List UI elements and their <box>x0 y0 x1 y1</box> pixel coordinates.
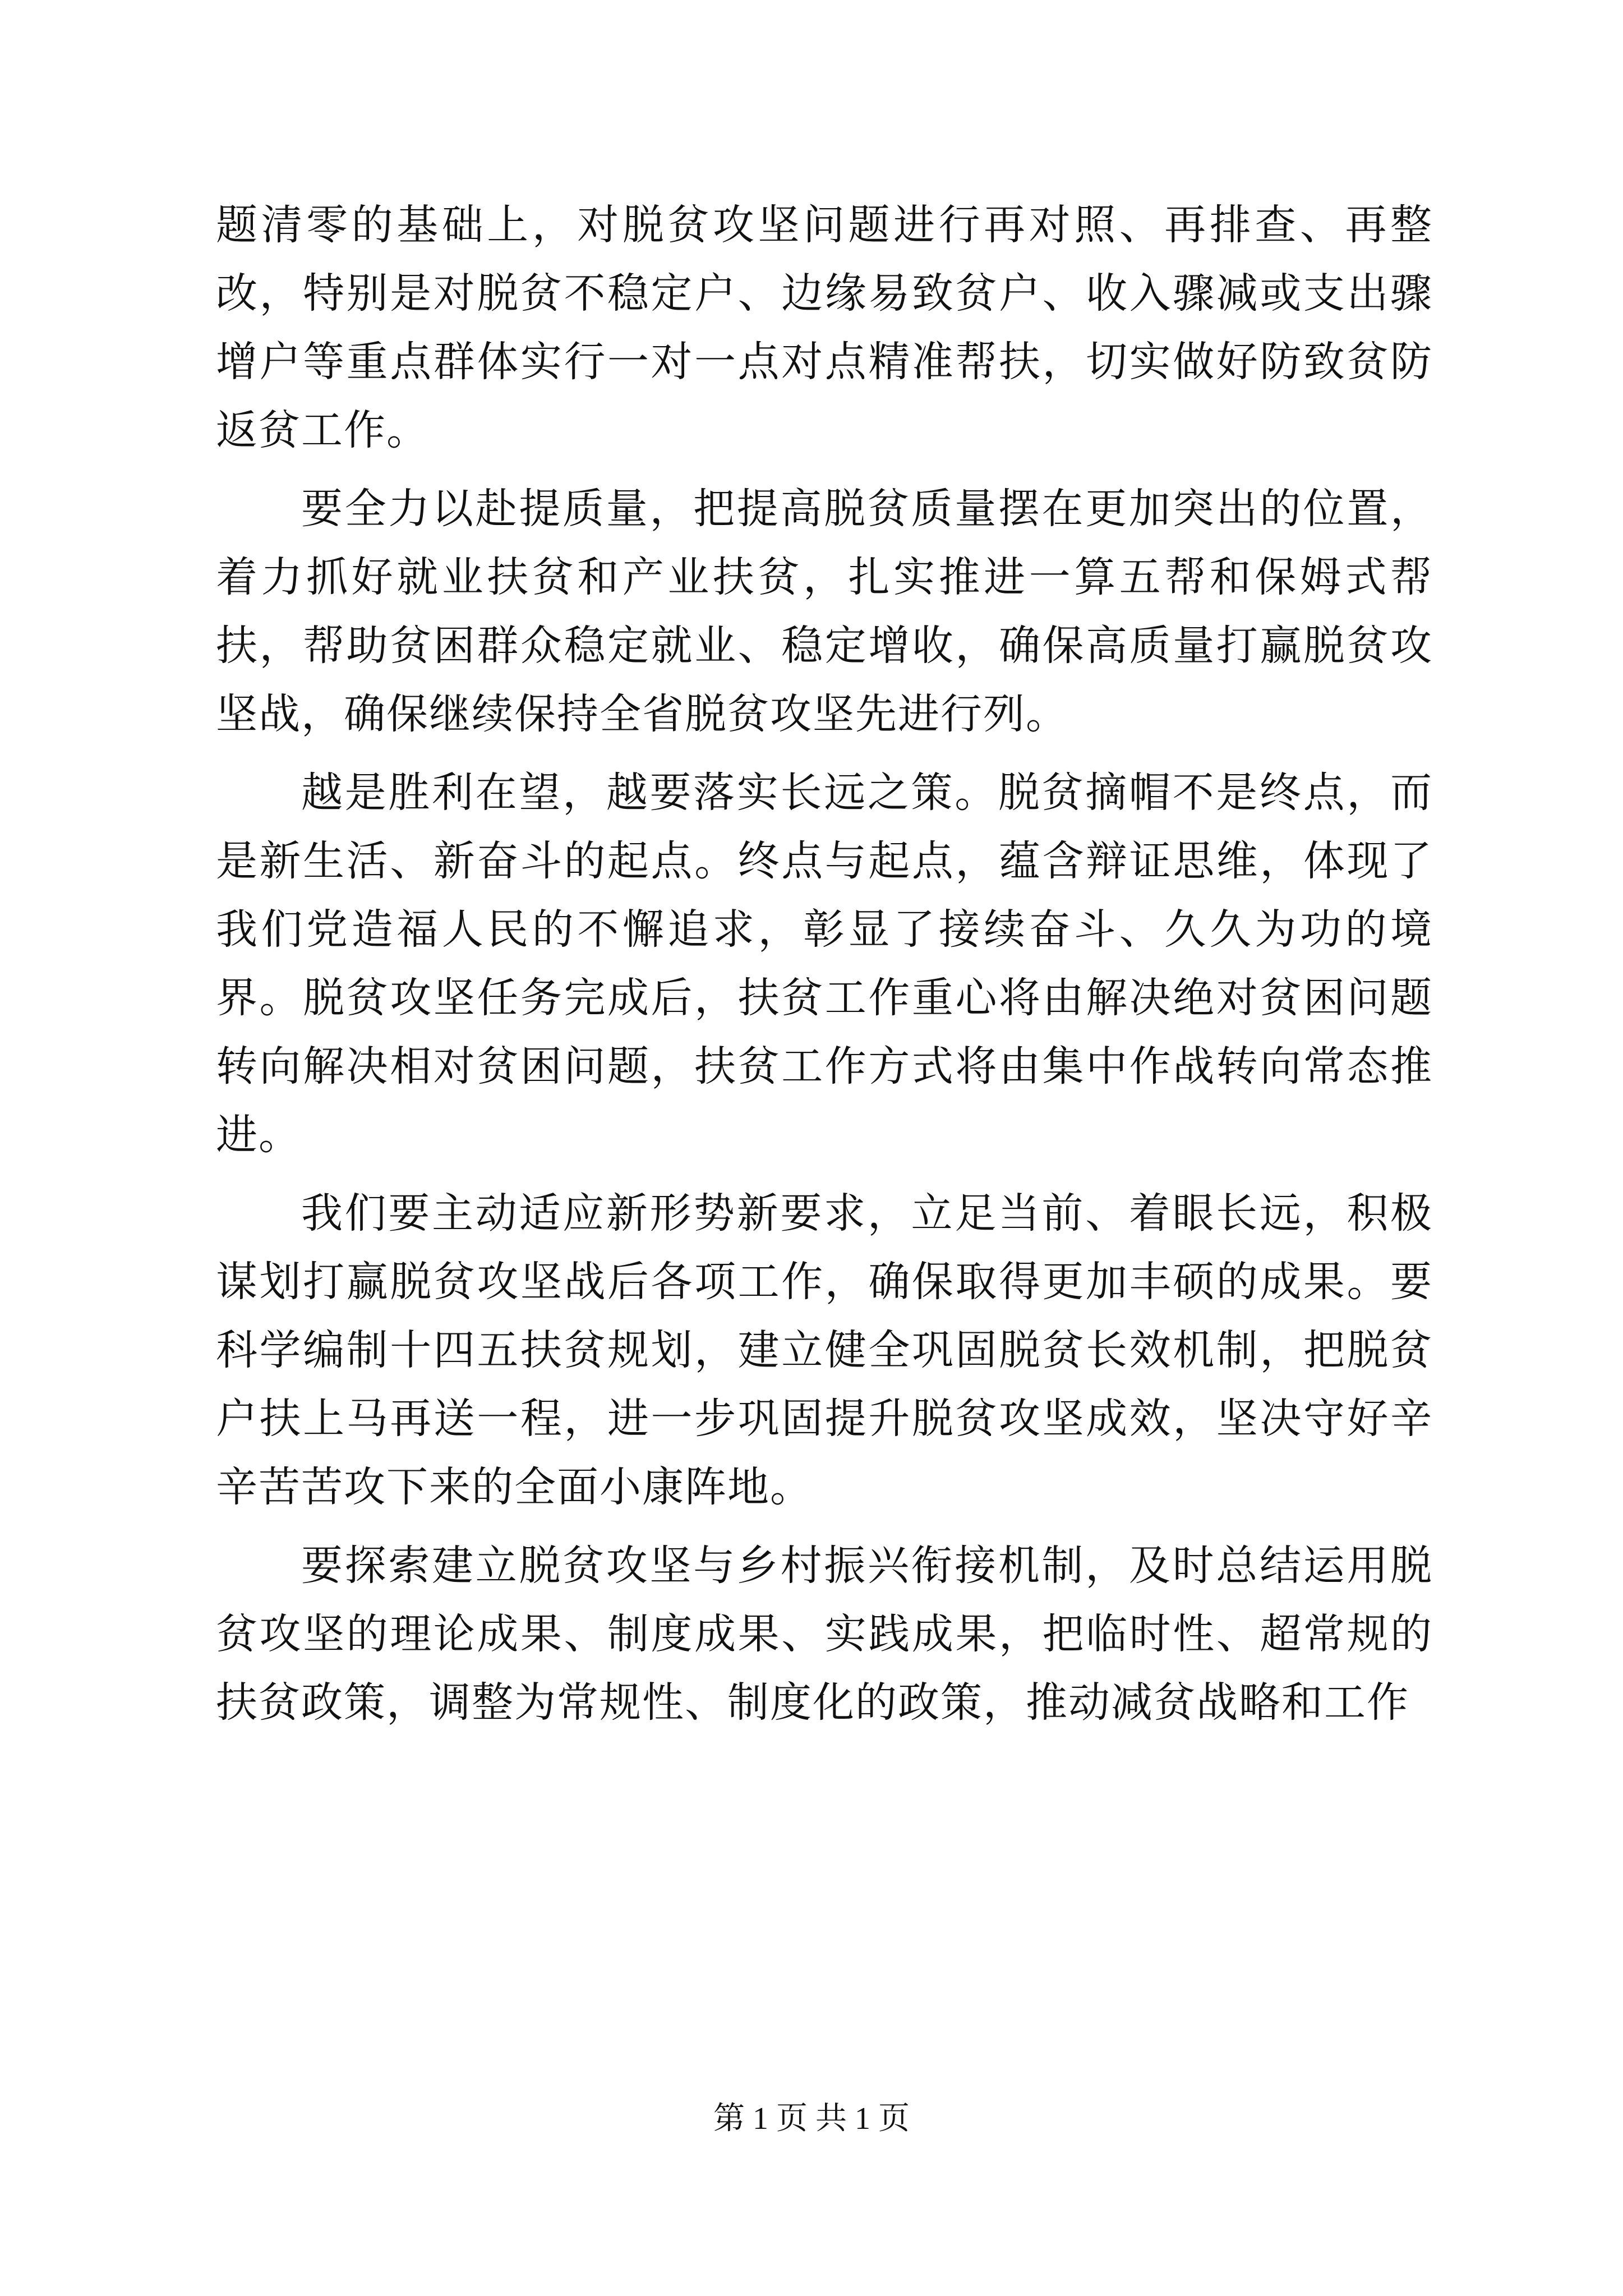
paragraph: 越是胜利在望，越要落实长远之策。脱贫摘帽不是终点，而是新生活、新奋斗的起点。终点与起点，蕴含辩证思维，体现了我们党造福人民的不懈追求，彰显了接续奋斗、久久为功的境界。脱贫攻坚任务完成后，扶贫工作重心将由解决绝对贫困问题转向解决相对贫困问题，扶贫工作方式将由集中作战转向常态推进。 <box>216 769 1433 1159</box>
page-footer: 第 1 页 共 1 页 <box>713 2101 910 2136</box>
paragraph: 要全力以赴提质量，把提高脱贫质量摆在更加突出的位置，着力抓好就业扶贫和产业扶贫，扎实推进一算五帮和保姆式帮扶，帮助贫困群众稳定就业、稳定增收，确保高质量打赢脱贫攻坚战，确保继续保持全省脱贫攻坚先进行列。 <box>216 485 1433 738</box>
paragraph-continuation: 题清零的基础上，对脱贫攻坚问题进行再对照、再排查、再整改，特别是对脱贫不稳定户、边缘易致贫户、收入骤减或支出骤增户等重点群体实行一对一点对点精准帮扶，切实做好防致贫防返贫工作。 <box>216 201 1433 454</box>
paragraph: 要探索建立脱贫攻坚与乡村振兴衔接机制，及时总结运用脱贫攻坚的理论成果、制度成果、实践成果，把临时性、超常规的扶贫政策，调整为常规性、制度化的政策，推动减贫战略和工作 <box>216 1542 1433 1727</box>
document-body <box>216 191 1433 1737</box>
paragraph: 我们要主动适应新形势新要求，立足当前、着眼长远，积极谋划打赢脱贫攻坚战后各项工作，确保取得更加丰硕的成果。要科学编制十四五扶贫规划，建立健全巩固脱贫长效机制，把脱贫户扶上马再送一程，进一步巩固提升脱贫攻坚成效，坚决守好辛辛苦苦攻下来的全面小康阵地。 <box>216 1189 1433 1511</box>
